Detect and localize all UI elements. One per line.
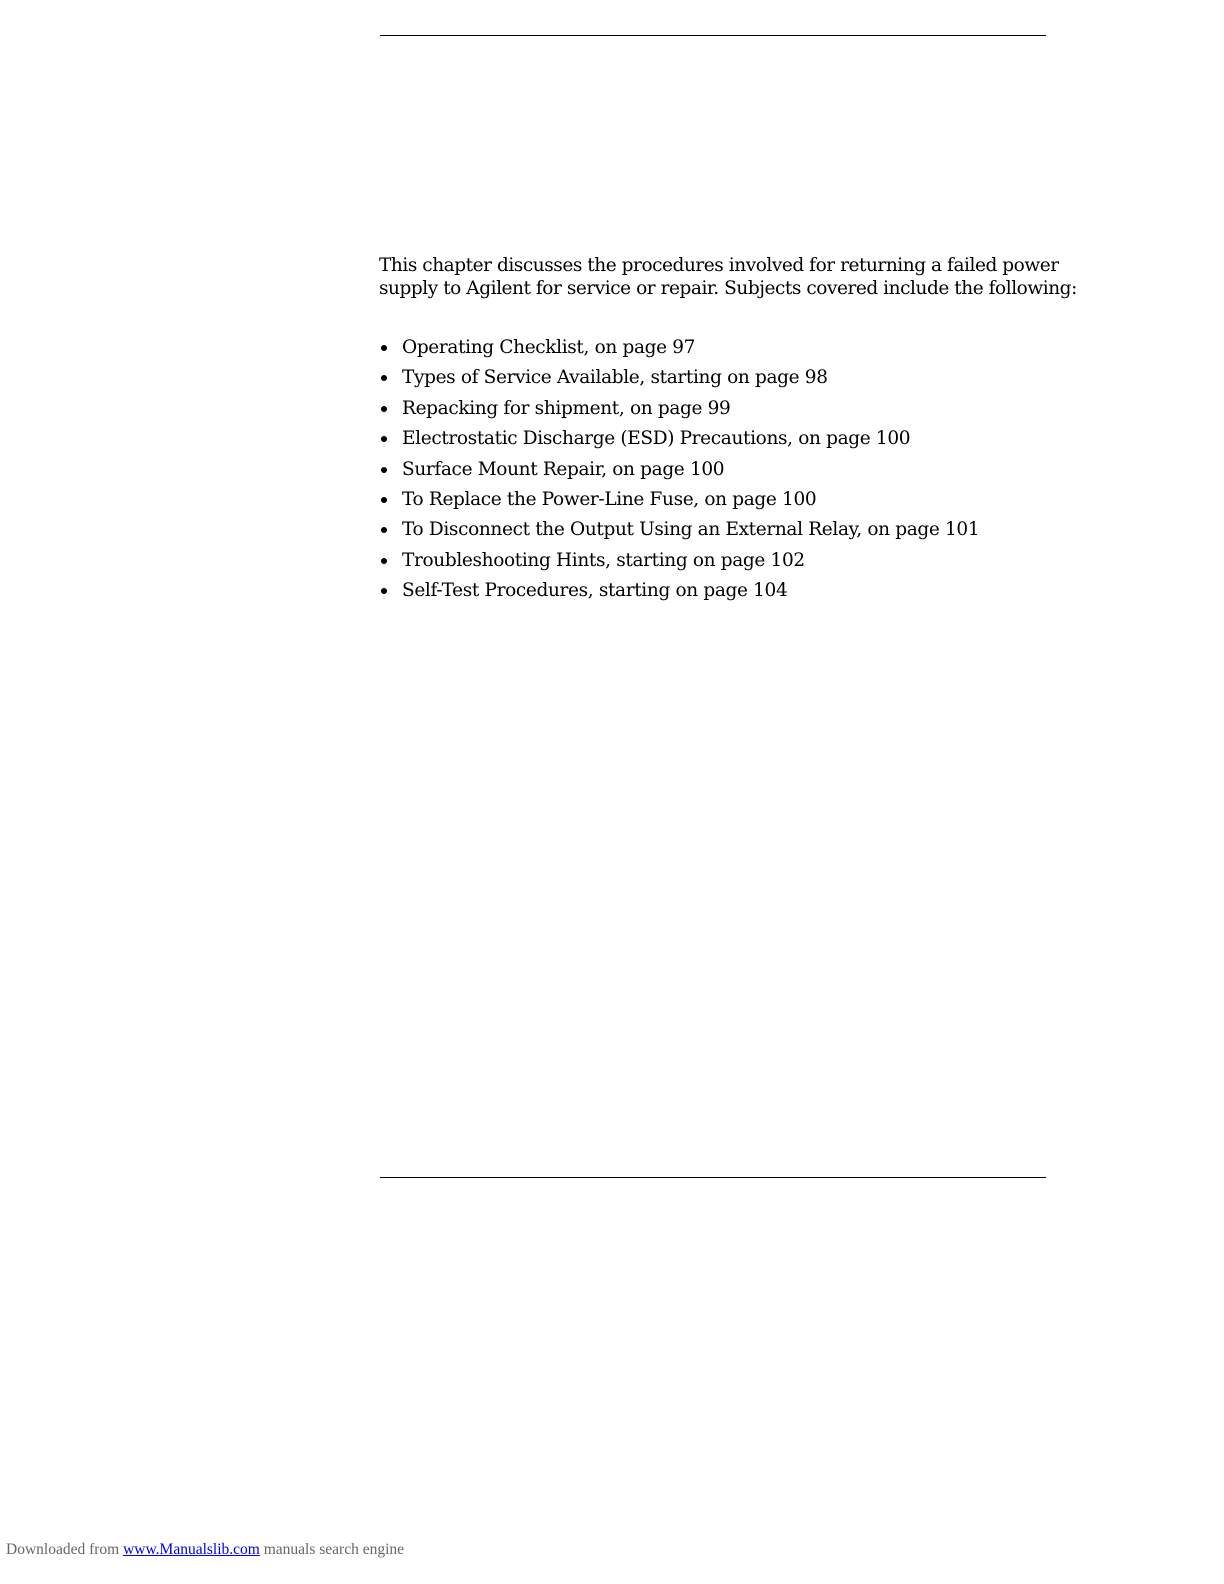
list-item — [379, 426, 1059, 456]
download-footer — [6, 1541, 404, 1559]
topic-types-of-service: Types of Service Available, starting on page 98 — [402, 367, 828, 389]
footer-rule — [380, 1177, 1046, 1178]
topic-disconnect-output: To Disconnect the Output Using an External Relay, on page 101 — [402, 519, 980, 541]
list-item — [379, 487, 1059, 517]
topic-list — [379, 335, 1059, 609]
header-rule — [380, 35, 1046, 36]
bullet-icon — [381, 527, 387, 533]
topic-replace-fuse: To Replace the Power-Line Fuse, on page 100 — [402, 488, 817, 510]
bullet-icon — [381, 467, 387, 473]
bullet-icon — [381, 375, 387, 381]
list-item — [379, 578, 1059, 608]
topic-surface-mount-repair: Surface Mount Repair, on page 100 — [402, 458, 725, 480]
intro-paragraph — [379, 254, 1077, 300]
bullet-icon — [381, 406, 387, 412]
bullet-icon — [381, 588, 387, 594]
footer-suffix: manuals search engine — [263, 1541, 405, 1558]
list-item — [379, 548, 1059, 578]
list-item — [379, 396, 1059, 426]
list-item — [379, 517, 1059, 547]
intro-line-1: This chapter discusses the procedures involved for returning a failed power — [379, 255, 1059, 276]
footer-prefix: Downloaded from — [6, 1541, 120, 1558]
list-item — [379, 365, 1059, 395]
intro-line-2: supply to Agilent for service or repair. Subjects covered include the following: — [379, 278, 1077, 299]
topic-troubleshooting-hints: Troubleshooting Hints, starting on page 102 — [402, 549, 805, 571]
manualslib-link[interactable]: www.Manualslib.com — [123, 1541, 260, 1558]
bullet-icon — [381, 497, 387, 503]
topic-esd-precautions: Electrostatic Discharge (ESD) Precautions, on page 100 — [402, 428, 911, 450]
bullet-icon — [381, 436, 387, 442]
bullet-icon — [381, 558, 387, 564]
topic-operating-checklist: Operating Checklist, on page 97 — [402, 337, 696, 358]
list-item — [379, 457, 1059, 487]
topic-self-test: Self-Test Procedures, starting on page 104 — [402, 580, 788, 602]
topic-repacking: Repacking for shipment, on page 99 — [402, 397, 731, 419]
bullet-icon — [381, 345, 387, 351]
list-item — [379, 335, 1059, 365]
